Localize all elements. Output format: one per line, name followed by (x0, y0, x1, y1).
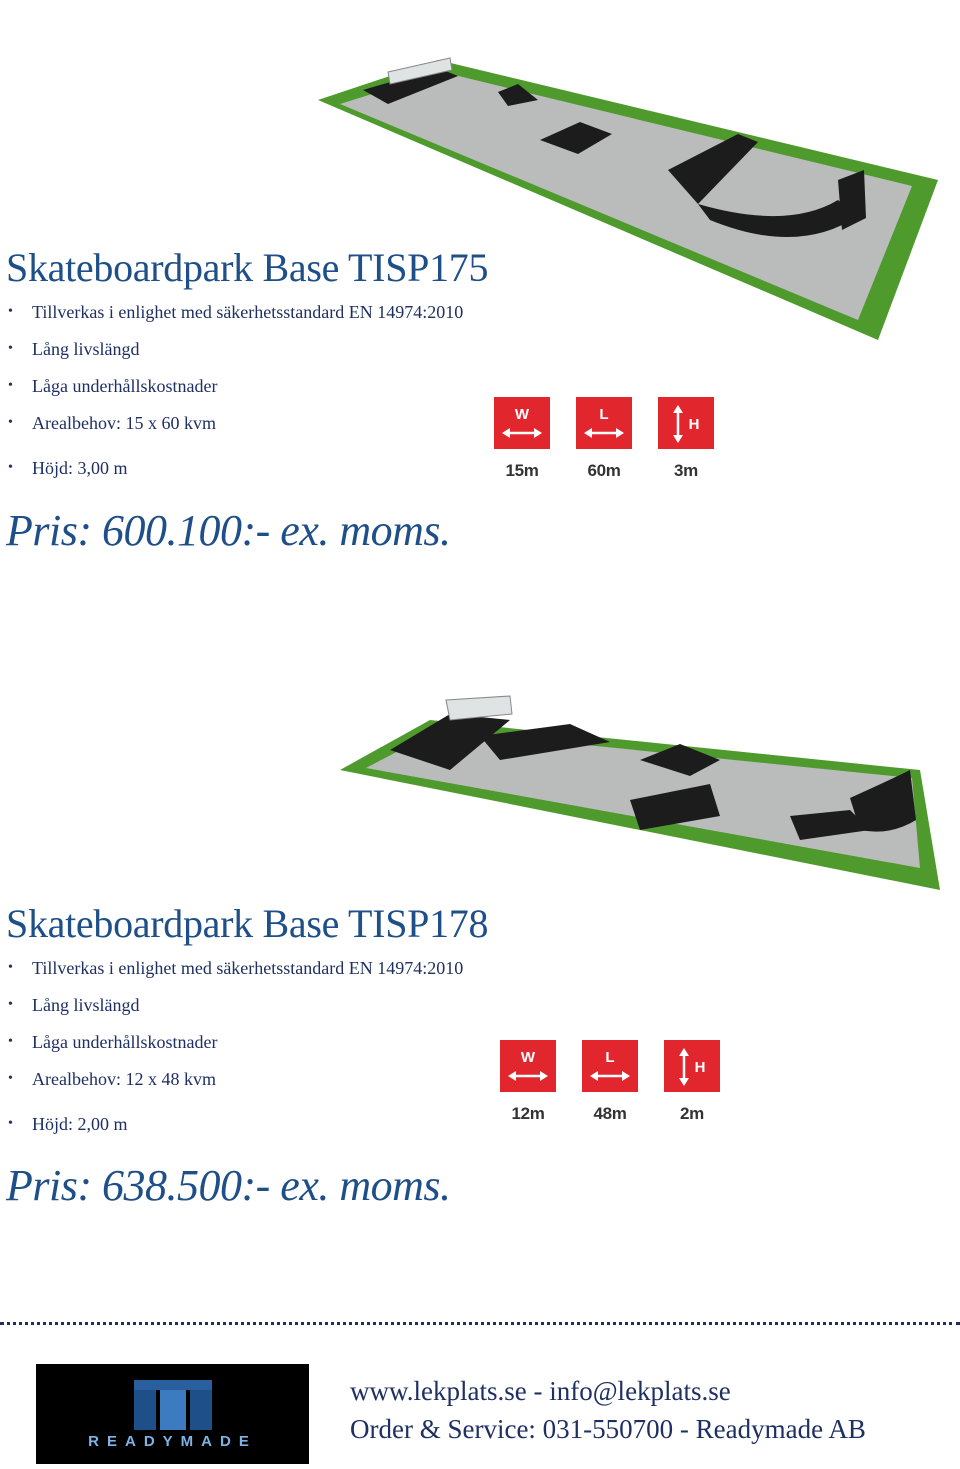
feature-list (8, 300, 463, 493)
length-badge (582, 1040, 638, 1124)
length-icon (582, 1040, 638, 1092)
contact-web-email: www.lekplats.se - info@lekplats.se (350, 1376, 731, 1406)
feature-item: • Tillverkas i enlighet med säkerhetsstandard EN 14974:2010 (8, 956, 463, 993)
feature-item: • Höjd: 3,00 m (8, 456, 463, 493)
price: Pris: 638.500:- ex. moms. (6, 1161, 451, 1210)
height-value: 3m (674, 461, 698, 480)
svg-text:W: W (514, 406, 530, 423)
feature-item: • Tillverkas i enlighet med säkerhetsstandard EN 14974:2010 (8, 300, 463, 337)
length-value: 60m (587, 461, 621, 480)
feature-item: • Arealbehov: 15 x 60 kvm (8, 411, 463, 448)
feature-item: • Arealbehov: 12 x 48 kvm (8, 1067, 463, 1104)
width-value: 15m (505, 461, 539, 480)
width-value: 12m (511, 1104, 545, 1123)
width-icon (494, 397, 550, 449)
width-badge (494, 397, 550, 481)
dotted-divider (0, 1322, 960, 1325)
svg-text:L: L (605, 1049, 615, 1066)
feature-item: • Låga underhållskostnader (8, 1030, 463, 1067)
contact-phone-company: Order & Service: 031-550700 - Readymade AB (350, 1414, 866, 1444)
height-badge (658, 397, 714, 481)
readymade-logo (36, 1364, 309, 1464)
svg-text:H: H (694, 1059, 706, 1076)
product-title: Skateboardpark Base TISP175 (6, 245, 489, 290)
skatepark-render-image (330, 620, 960, 920)
length-value: 48m (593, 1104, 627, 1123)
product-tisp178 (0, 600, 960, 1240)
dimension-badges (500, 1040, 720, 1124)
width-icon (500, 1040, 556, 1092)
product-title: Skateboardpark Base TISP178 (6, 901, 489, 946)
dimension-badges (494, 397, 714, 481)
feature-item: • Låga underhållskostnader (8, 374, 463, 411)
svg-text:W: W (520, 1049, 536, 1066)
height-badge (664, 1040, 720, 1124)
feature-item: • Höjd: 2,00 m (8, 1112, 463, 1149)
price: Pris: 600.100:- ex. moms. (6, 506, 451, 555)
logo-wordmark: READYMADE (88, 1433, 257, 1450)
feature-item: • Lång livslängd (8, 993, 463, 1030)
width-badge (500, 1040, 556, 1124)
product-tisp175 (0, 0, 960, 600)
svg-text:L: L (599, 406, 609, 423)
feature-item: • Lång livslängd (8, 337, 463, 374)
height-icon (658, 397, 714, 449)
svg-text:H: H (688, 416, 700, 433)
height-icon (664, 1040, 720, 1092)
length-badge (576, 397, 632, 481)
length-icon (576, 397, 632, 449)
feature-list (8, 956, 463, 1149)
height-value: 2m (680, 1104, 704, 1123)
